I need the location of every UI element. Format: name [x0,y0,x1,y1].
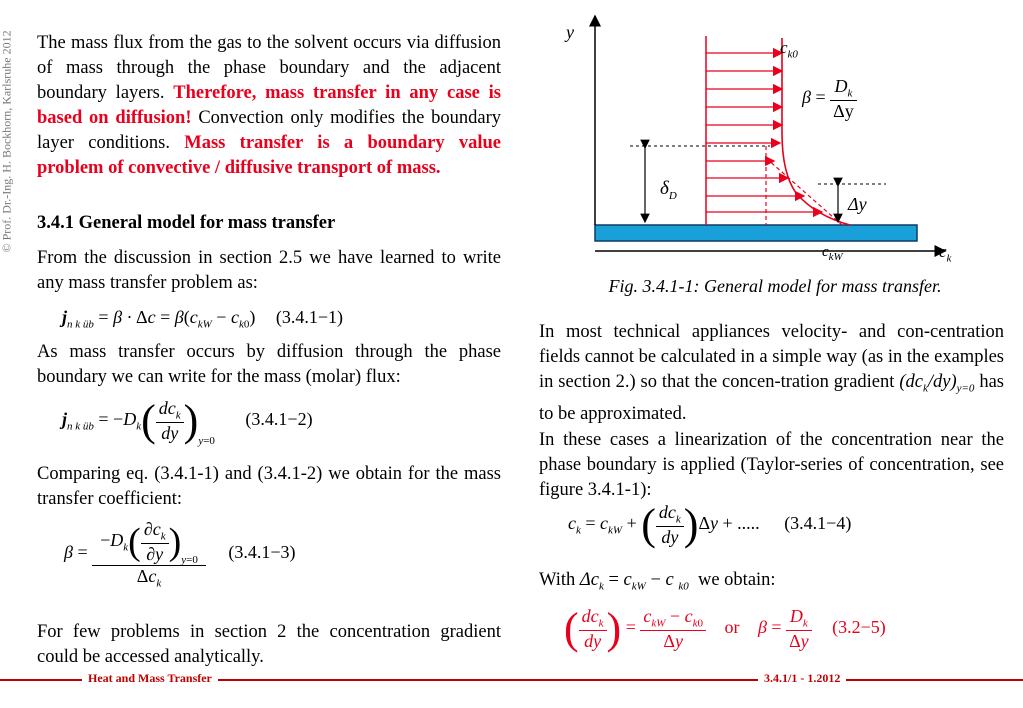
paragraph-diffusion: As mass transfer occurs by diffusion through the phase boundary we can write for the mass (molar) flux: [37,342,501,387]
tangent-line [766,158,842,225]
fig-delta-y-label: Δy [848,194,867,214]
equation-number-1: (3.4.1−1) [275,307,343,327]
equation-3-4-1-3: β = $-D_k$( $\frac{\partial c_k}{\partial y}$ )$_{y=0}$ $\Delta c_k$ (3.4.1−3) [64,519,296,590]
intro-red-statement-2: Mass transfer is a boundary value problem of convective / diffusive transport of mass. [37,133,501,178]
footer-course-label: Heat and Mass Transfer [82,671,218,686]
equation-3-2-5: ( $\frac{dc_k}{dy}$ ) = $\frac{c_{kW} - c_{k0}}{\Delta y}$ or β = $\frac{D_k}{\Delta y}$ (3.2−5) [564,603,886,653]
figure-caption: Fig. 3.4.1-1: General model for mass transfer. [608,276,942,296]
intro-paragraph [37,31,501,181]
equation-number-3: (3.4.1−3) [228,542,296,563]
intro-text-b: Convection only modifies the boundary layer conditions. [37,108,502,153]
fig-axis-ck-label: $c_k$ [939,242,952,265]
intro-text-a: The mass flux from the gas to the solvent occurs via diffusion of mass through the phase boundary and the adjacent boundary layers. [37,33,501,103]
paragraph-analytical: For few problems in section 2 the concentration gradient could be accessed analytically. [37,622,501,667]
section-heading: 3.4.1 General model for mass transfer [37,213,336,233]
copyright-side-text: © Prof. Dr.-Ing. H. Bockhorn, Karlsruhe 2012 [0,30,14,253]
equation-3-4-1-1: $j_{n k üb} = \beta \cdot \Delta c = \beta(c_{kW} - c_{k0})$ (3.4.1−1) [62,307,343,331]
concentration-profile-curve [782,38,850,225]
paragraph-linearization: In these cases a linearization of the concentration near the phase boundary is applied (Taylor-series of concentration, see figure 3.4.1-1): [539,430,1004,500]
mass-transfer-model-figure [560,8,980,278]
fig-ckw-label: $c_{kW}$ [822,244,843,263]
with-delta-ck-line: With $\Delta c_k = c_{kW} - c$ $_{k0}$ we obtain: [539,570,776,593]
footer-page-label: 3.4.1/1 - 1.2012 [758,671,846,686]
intro-red-statement-1: Therefore, mass transfer in any case is based on diffusion! [37,83,502,128]
equation-3-4-1-2: $j_{n k üb} = -D_k$( $\frac{dc_k}{dy}$ )$_{y=0}$ (3.4.1−2) [62,395,313,447]
fig-axis-y-label: y [566,22,574,42]
paragraph-technical-appliances: In most technical appliances velocity- and con-centration fields cannot be calculated in a simple way (as in the examples in section 2.) so that the concen-tration gradient $(dc_k/dy)_{y=0}$ has to be approximated. [539,322,1004,424]
fig-beta-formula: β = $\frac{D_k}{\Delta y}$ [802,76,857,122]
fig-ck0-label: $c_{k0}$ [780,38,798,61]
equation-3-4-1-4: $c_k = c_{kW}$ + ( $\frac{dc_k}{dy}$ )Δy + ..... (3.4.1−4) [568,499,852,549]
paragraph-comparing: Comparing eq. (3.4.1-1) and (3.4.1-2) we obtain for the mass transfer coefficient: [37,464,501,509]
paragraph-discussion: From the discussion in section 2.5 we have learned to write any mass transfer problem as: [37,248,501,293]
equation-number-4: (3.4.1−4) [784,512,852,533]
equation-number-5: (3.2−5) [832,616,886,637]
phase-boundary-wall [595,225,917,241]
or-word: or [724,616,740,637]
equation-number-2: (3.4.1−2) [245,408,313,429]
fig-delta-d-label: $\delta_D$ [660,178,677,202]
